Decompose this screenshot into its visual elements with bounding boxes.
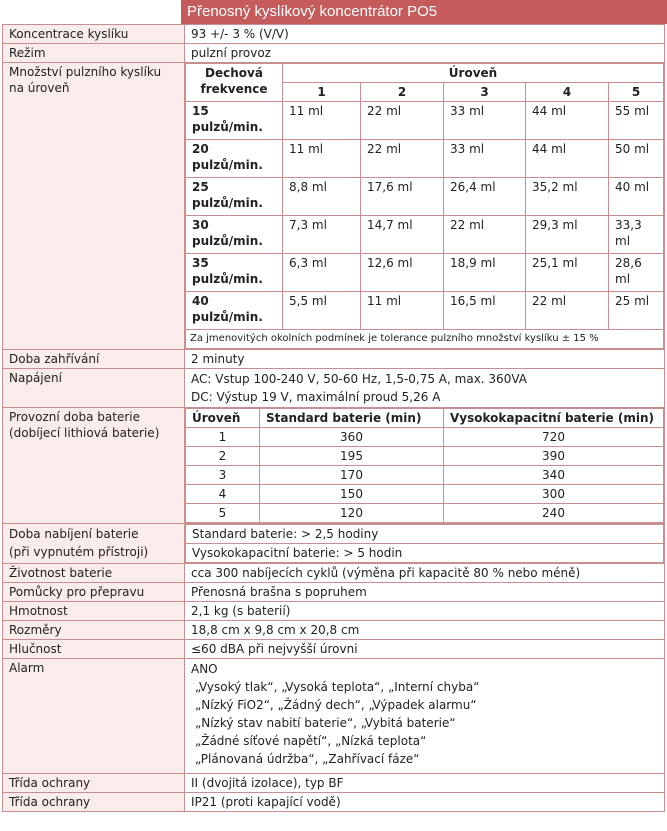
pulse-value: 14,7 ml [361, 216, 444, 254]
battery-high-minutes: 720 [444, 428, 664, 447]
pulse-value: 22 ml [526, 292, 609, 330]
label-battery-life: Životnost baterie [3, 564, 185, 583]
battery-level: 4 [186, 485, 260, 504]
alarm-item: „Žádné síťové napětí“, „Nízká teplota“ [195, 734, 427, 748]
battery-std-minutes: 150 [260, 485, 444, 504]
battery-level: 1 [186, 428, 260, 447]
value-weight: 2,1 kg (s baterií) [185, 602, 665, 621]
row-ingress-protection [3, 793, 665, 812]
battery-std-minutes: 120 [260, 504, 444, 523]
label-warmup: Doba zahřívání [3, 350, 185, 369]
alarm-item: „Plánovaná údržba“, „Zahřívací fáze“ [195, 752, 420, 766]
label-protection-class: Třída ochrany [3, 774, 185, 793]
header-level-5: 5 [609, 83, 664, 102]
header-level: Úroveň [283, 64, 664, 83]
pulse-rate: 25 pulzů/min. [186, 178, 283, 216]
pulse-rate: 20 pulzů/min. [186, 140, 283, 178]
row-pulse-amount [3, 63, 665, 350]
pulse-value: 33,3 ml [609, 216, 664, 254]
row-warmup [3, 350, 665, 369]
battery-level: 2 [186, 447, 260, 466]
row-transport [3, 583, 665, 602]
header-breath-rate: Dechová frekvence [186, 64, 283, 102]
pulse-value: 11 ml [283, 140, 361, 178]
pulse-rate: 40 pulzů/min. [186, 292, 283, 330]
pulse-value: 16,5 ml [444, 292, 526, 330]
header-level-4: 4 [526, 83, 609, 102]
row-battery-runtime [3, 408, 665, 524]
header-high-capacity-battery: Vysokokapacitní baterie (min) [444, 409, 664, 428]
alarm-item: „Vysoký tlak“, „Vysoká teplota“, „Interní chyba“ [195, 680, 480, 694]
row-weight [3, 602, 665, 621]
pulse-value: 35,2 ml [526, 178, 609, 216]
spec-table [2, 24, 665, 812]
value-ingress-protection: IP21 (proti kapající vodě) [185, 793, 665, 812]
pulse-value: 25 ml [609, 292, 664, 330]
battery-std-minutes: 170 [260, 466, 444, 485]
battery-runtime-table [185, 408, 664, 523]
alarm-item: „Nízký FiO2“, „Žádný dech“, „Výpadek alarmu“ [195, 698, 477, 712]
battery-std-minutes: 360 [260, 428, 444, 447]
value-alarm: ANO [191, 662, 218, 676]
row-oxygen-concentration [3, 25, 665, 44]
document-title: Přenosný kyslíkový koncentrátor PO5 [181, 0, 667, 24]
battery-std-minutes: 195 [260, 447, 444, 466]
row-protection-class [3, 774, 665, 793]
pulse-value: 11 ml [283, 102, 361, 140]
pulse-value: 28,6 ml [609, 254, 664, 292]
pulse-value: 6,3 ml [283, 254, 361, 292]
pulse-value: 50 ml [609, 140, 664, 178]
row-dimensions [3, 621, 665, 640]
value-protection-class: II (dvojitá izolace), typ BF [185, 774, 665, 793]
label-ingress-protection: Třída ochrany [3, 793, 185, 812]
pulse-value: 33 ml [444, 102, 526, 140]
battery-high-minutes: 390 [444, 447, 664, 466]
value-warmup: 2 minuty [185, 350, 665, 369]
row-noise [3, 640, 665, 659]
pulse-value: 17,6 ml [361, 178, 444, 216]
pulse-rate: 15 pulzů/min. [186, 102, 283, 140]
pulse-value: 22 ml [444, 216, 526, 254]
value-mode: pulzní provoz [185, 44, 665, 63]
charge-time-table [185, 524, 664, 563]
battery-high-minutes: 340 [444, 466, 664, 485]
battery-high-minutes: 240 [444, 504, 664, 523]
label-charge-time-sub: (při vypnutém přístroji) [9, 545, 149, 559]
label-alarm: Alarm [3, 659, 185, 774]
label-transport: Pomůcky pro přepravu [3, 583, 185, 602]
label-weight: Hmotnost [3, 602, 185, 621]
row-power [3, 369, 665, 408]
value-charge-high: Vysokokapacitní baterie: > 5 hodin [186, 544, 664, 563]
title-row [0, 0, 667, 24]
value-power-ac: AC: Vstup 100-240 V, 50-60 Hz, 1,5-0,75 A, max. 360VA [191, 372, 527, 386]
value-power-dc: DC: Výstup 19 V, maximální proud 5,26 A [191, 390, 441, 404]
label-battery-runtime-sub: (dobíjecí lithiová baterie) [9, 426, 160, 440]
pulse-value: 55 ml [609, 102, 664, 140]
value-dimensions: 18,8 cm x 9,8 cm x 20,8 cm [185, 621, 665, 640]
value-battery-life: cca 300 nabíjecích cyklů (výměna při kapacitě 80 % nebo méně) [185, 564, 665, 583]
label-power: Napájení [3, 369, 185, 408]
battery-level: 5 [186, 504, 260, 523]
pulse-value: 5,5 ml [283, 292, 361, 330]
pulse-value: 18,9 ml [444, 254, 526, 292]
label-battery-runtime: Provozní doba baterie [9, 410, 140, 424]
label-oxygen-concentration: Koncentrace kyslíku [3, 25, 185, 44]
header-level-3: 3 [444, 83, 526, 102]
battery-level: 3 [186, 466, 260, 485]
row-alarm [3, 659, 665, 774]
header-level-1: 1 [283, 83, 361, 102]
pulse-value: 7,3 ml [283, 216, 361, 254]
value-noise: ≤60 dBA při nejvyšší úrovni [185, 640, 665, 659]
row-mode [3, 44, 665, 63]
pulse-rate: 35 pulzů/min. [186, 254, 283, 292]
pulse-value: 11 ml [361, 292, 444, 330]
pulse-value: 25,1 ml [526, 254, 609, 292]
pulse-value: 22 ml [361, 140, 444, 178]
row-charge-time [3, 524, 665, 564]
header-level-2: 2 [361, 83, 444, 102]
pulse-value: 26,4 ml [444, 178, 526, 216]
value-oxygen-concentration: 93 +/- 3 % (V/V) [185, 25, 665, 44]
label-charge-time: Doba nabíjení baterie [9, 527, 139, 541]
battery-high-minutes: 300 [444, 485, 664, 504]
value-charge-standard: Standard baterie: > 2,5 hodiny [186, 525, 664, 544]
label-dimensions: Rozměry [3, 621, 185, 640]
pulse-value: 22 ml [361, 102, 444, 140]
pulse-value: 8,8 ml [283, 178, 361, 216]
pulse-table [185, 63, 664, 349]
header-battery-level: Úroveň [186, 409, 260, 428]
pulse-rate: 30 pulzů/min. [186, 216, 283, 254]
row-battery-life [3, 564, 665, 583]
pulse-value: 33 ml [444, 140, 526, 178]
pulse-value: 12,6 ml [361, 254, 444, 292]
pulse-value: 44 ml [526, 140, 609, 178]
alarm-item: „Nízký stav nabití baterie“, „Vybitá baterie“ [195, 716, 456, 730]
label-pulse-amount: Množství pulzního kyslíku na úroveň [3, 63, 185, 350]
pulse-value: 40 ml [609, 178, 664, 216]
label-mode: Režim [3, 44, 185, 63]
value-transport: Přenosná brašna s popruhem [185, 583, 665, 602]
pulse-value: 44 ml [526, 102, 609, 140]
label-noise: Hlučnost [3, 640, 185, 659]
pulse-value: 29,3 ml [526, 216, 609, 254]
header-standard-battery: Standard baterie (min) [260, 409, 444, 428]
pulse-tolerance-note: Za jmenovitých okolních podmínek je tolerance pulzního množství kyslíku ± 15 % [186, 330, 664, 349]
